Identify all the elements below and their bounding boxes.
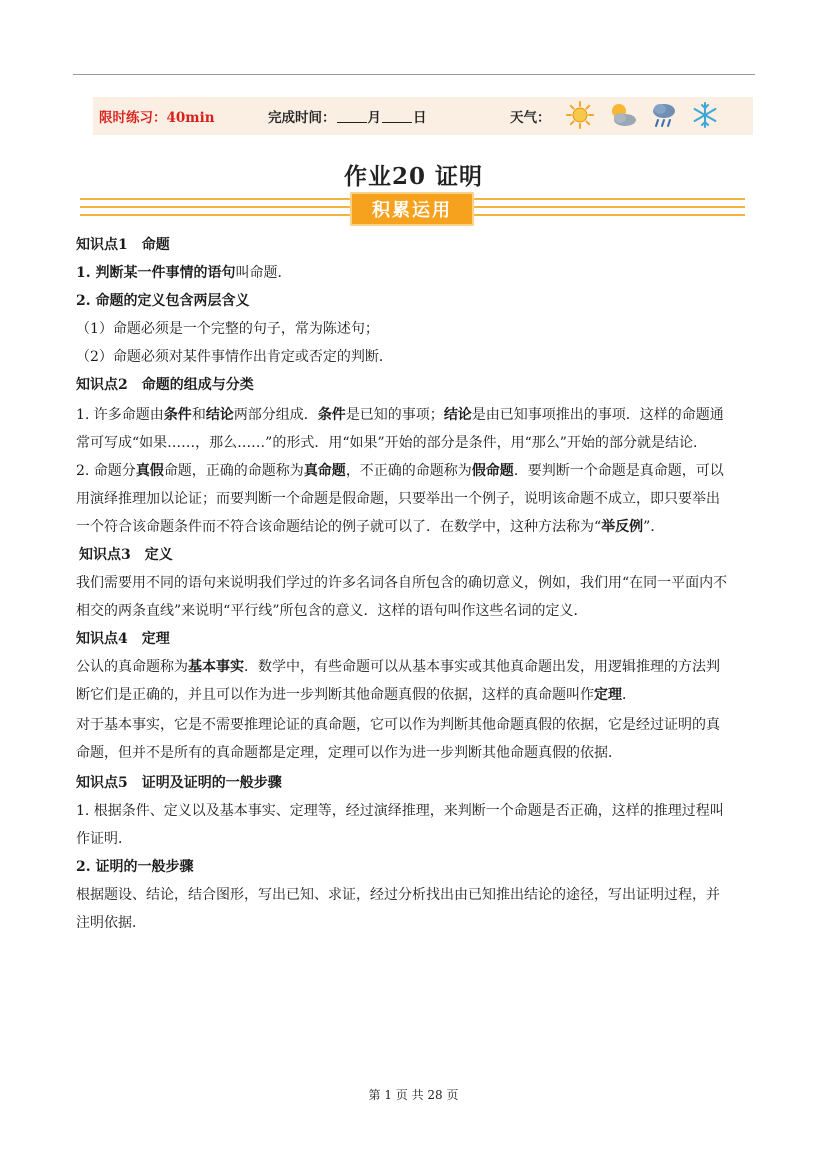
k3-line-1: 我们需要用不同的语句来说明我们学过的许多名词各自所包含的确切意义，例如，我们用“在同一平面内不 [76,575,728,591]
sun-icon [565,100,595,130]
k2-line-3: 2. 命题分真假命题，正确的命题称为真命题，不正确的命题称为假命题．要判断一个命题是真命题，可以 [76,463,724,479]
k2-line-1: 1. 许多命题由条件和结论两部分组成．条件是已知的事项；结论是由已知事项推出的事项．这样的命题通 [76,407,724,423]
k3-line-2: 相交的两条直线”来说明“平行线”所包含的意义．这样的语句叫作这些名词的定义． [76,603,588,619]
section-banner [80,192,745,226]
weather-label: 天气： [510,110,551,126]
page-title: 作业20 证明 [343,163,483,190]
k4-line-2: 断它们是正确的，并且可以作为进一步判断其他命题真假的依据，这样的真命题叫作定理． [76,687,636,703]
month-label: 月 [367,110,381,126]
rain-icon [649,100,679,130]
snowflake-icon [690,100,720,130]
k4-title: 知识点4 定理 [76,631,170,647]
k1-title: 知识点1 命题 [76,237,170,253]
k2-line-4: 用演绎推理加以论证；而要判断一个命题是假命题，只要举出一个例子，说明该命题不成立，即只要举出 [76,491,720,507]
banner-label: 积累运用 [350,192,474,226]
day-blank [382,110,412,123]
finish-label: 完成时间： [268,110,336,126]
page-footer: 第 1 页 共 28 页 [368,1088,459,1102]
info-bar [93,97,753,135]
partly-cloudy-icon [606,100,638,130]
k5-line-1: 1. 根据条件、定义以及基本事实、定理等，经过演绎推理，来判断一个命题是否正确，这样的推理过程叫 [76,803,724,819]
k5-line-4: 根据题设、结论，结合图形，写出已知、求证，经过分析找出由已知推出结论的途径，写出证明过程，并 [76,887,720,903]
k2-title: 知识点2 命题的组成与分类 [76,377,254,393]
k2-line-2: 常可写成“如果……，那么……”的形式．用“如果”开始的部分是条件，用“那么”开始的部分就是结论． [76,435,707,451]
k5-line-2: 作证明． [76,831,132,847]
k4-line-1: 公认的真命题称为基本事实．数学中，有些命题可以从基本事实或其他真命题出发，用逻辑推理的方法判 [76,659,720,675]
k4-line-3: 对于基本事实，它是不需要推理论证的真命题，它可以作为判断其他命题真假的依据，它是经过证明的真 [76,717,720,733]
k5-title: 知识点5 证明及证明的一般步骤 [76,775,282,791]
weather-icons [565,100,720,130]
day-label: 日 [413,110,427,126]
k4-line-4: 命题，但并不是所有的真命题都是定理，定理可以作为进一步判断其他命题真假的依据． [76,745,622,761]
top-rule [73,74,755,75]
k5-line-5: 注明依据． [76,915,146,931]
k1-line-4: （2）命题必须对某件事情作出肯定或否定的判断． [76,349,393,365]
k3-title: 知识点3 定义 [79,547,173,563]
time-limit: 限时练习：40min [99,110,215,126]
k1-line-2: 2. 命题的定义包含两层含义 [76,293,250,309]
k1-line-3: （1）命题必须是一个完整的句子，常为陈述句； [76,321,379,337]
k1-line-1: 1. 判断某一件事情的语句叫命题． [76,265,292,281]
month-blank [337,110,367,123]
k5-line-3: 2. 证明的一般步骤 [76,859,194,875]
finish-time [268,106,427,126]
k2-line-5: 一个符合该命题条件而不符合该命题结论的例子就可以了．在数学中，这种方法称为“举反例”． [76,519,665,535]
